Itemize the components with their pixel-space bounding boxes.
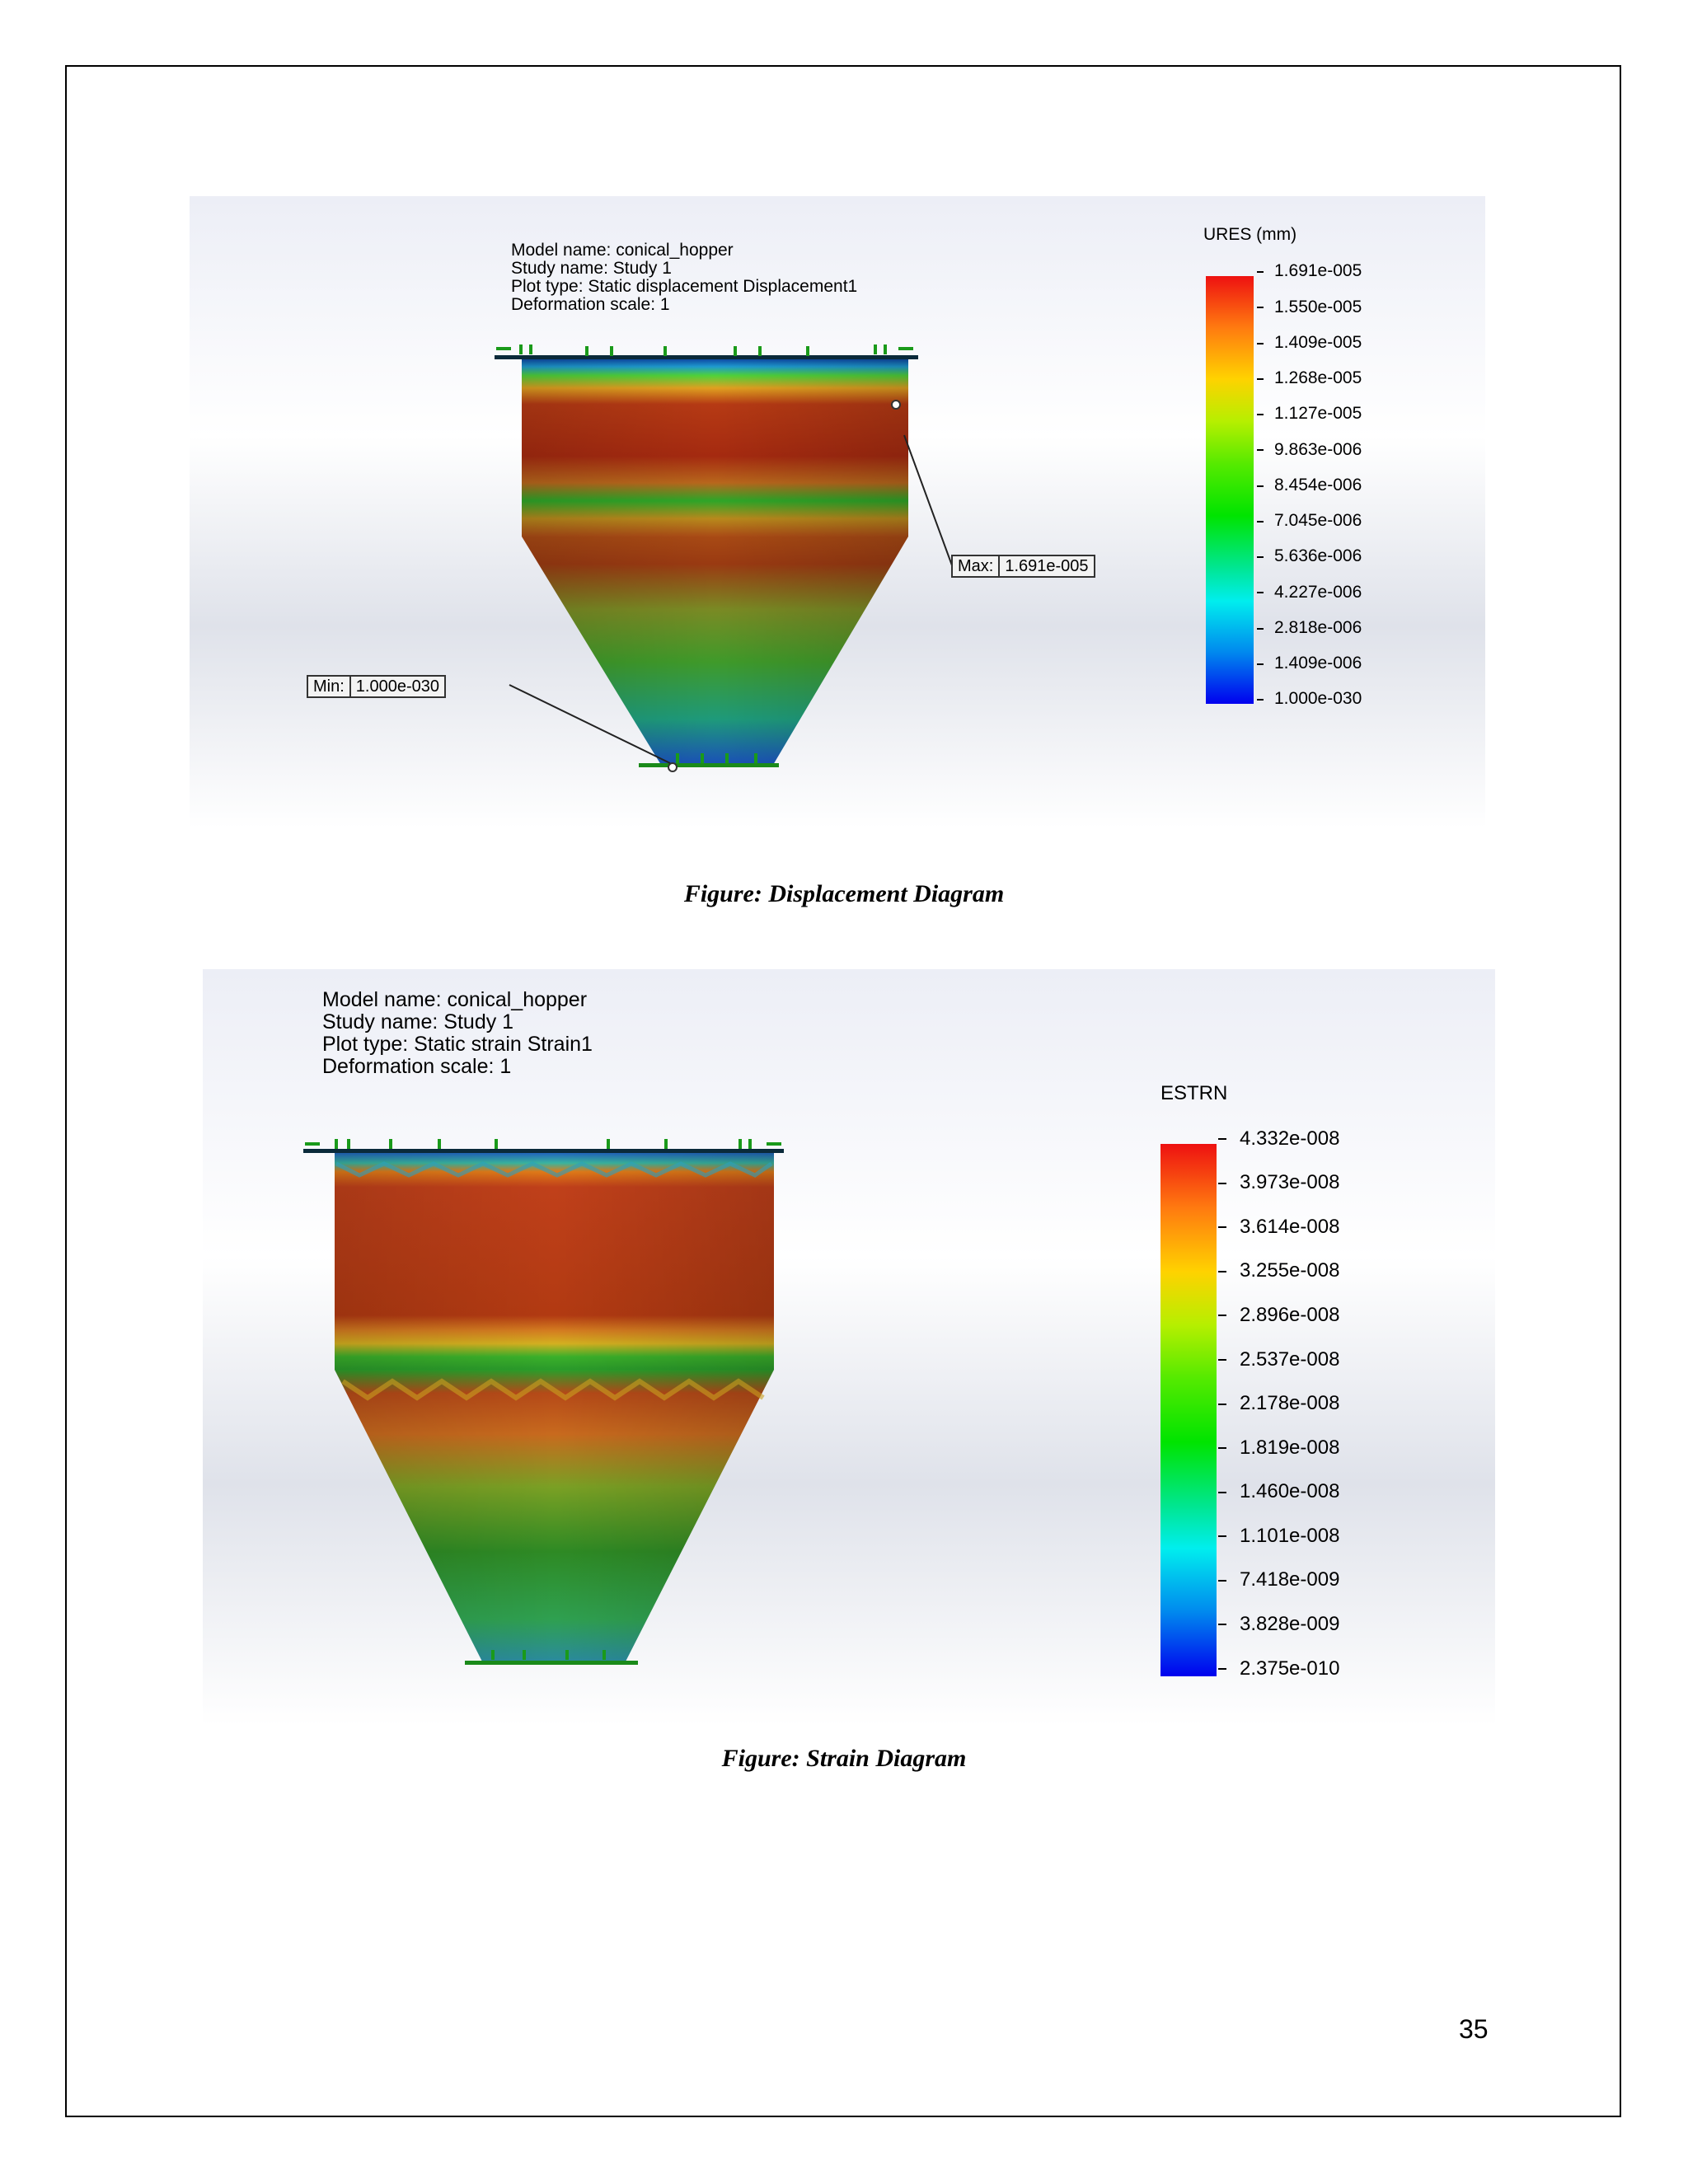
model-name: Model name: conical_hopper [511,241,734,260]
displacement-legend-tick [1257,628,1264,630]
strain-legend-label: 4.332e-008 [1240,1127,1340,1150]
strain-legend-label: 1.101e-008 [1240,1524,1340,1547]
strain-legend-tick [1218,1138,1226,1140]
strain-legend-tick [1218,1580,1226,1582]
displacement-legend-label: 1.550e-005 [1274,297,1362,316]
displacement-caption: Figure: Displacement Diagram [683,880,1005,907]
strain-legend-label: 3.828e-009 [1240,1613,1340,1636]
displacement-legend-tick [1257,378,1264,380]
strain-figure [203,969,1495,1726]
plot-type: Plot type: Static strain Strain1 [322,1033,593,1056]
displacement-legend-tick [1257,307,1264,308]
strain-legend-tick [1218,1404,1226,1405]
displacement-legend-label: 8.454e-006 [1274,475,1362,494]
page-number: 35 [1459,2014,1489,2044]
max-callout [951,555,1095,578]
displacement-plot-info [511,241,857,314]
strain-legend-label: 2.537e-008 [1240,1347,1340,1371]
model-name: Model name: conical_hopper [322,988,588,1011]
displacement-legend-tick [1257,485,1264,487]
strain-legend-label: 3.255e-008 [1240,1259,1340,1282]
strain-legend-label: 2.896e-008 [1240,1303,1340,1326]
strain-legend-label: 3.614e-008 [1240,1215,1340,1238]
displacement-legend-label: 7.045e-006 [1274,511,1362,531]
study-name: Study name: Study 1 [322,1010,514,1033]
displacement-legend-label: 5.636e-006 [1274,546,1362,566]
strain-legend-tick [1218,1226,1226,1228]
strain-caption: Figure: Strain Diagram [721,1745,967,1772]
displacement-figure [190,196,1485,828]
strain-legend-label: 2.178e-008 [1240,1392,1340,1415]
strain-legend-tick [1218,1447,1226,1449]
strain-legend-title: ESTRN [1160,1082,1228,1104]
displacement-legend-title: URES (mm) [1203,225,1297,244]
displacement-legend-tick [1257,663,1264,665]
deformation-scale: Deformation scale: 1 [511,295,670,314]
strain-legend-label: 2.375e-010 [1240,1657,1340,1680]
min-label: Min: [308,677,351,696]
displacement-legend-label: 4.227e-006 [1274,582,1362,602]
displacement-legend-label: 2.818e-006 [1274,617,1362,637]
strain-legend-tick [1218,1668,1226,1670]
strain-plot-info [322,989,593,1078]
strain-legend-tick [1218,1359,1226,1361]
displacement-legend-label: 9.863e-006 [1274,439,1362,459]
displacement-legend-tick [1257,592,1264,593]
displacement-colorbar [1206,276,1254,704]
strain-legend-label: 3.973e-008 [1240,1171,1340,1194]
displacement-legend-label: 1.409e-005 [1274,332,1362,352]
displacement-legend-tick [1257,271,1264,273]
strain-legend-tick [1218,1183,1226,1184]
displacement-legend-label: 1.127e-005 [1274,404,1362,424]
strain-legend-label: 7.418e-009 [1240,1568,1340,1591]
strain-legend-tick [1218,1492,1226,1493]
displacement-legend-label: 1.691e-005 [1274,261,1362,281]
strain-legend-tick [1218,1271,1226,1272]
displacement-legend-tick [1257,699,1264,701]
displacement-legend-tick [1257,556,1264,558]
displacement-legend-label: 1.268e-005 [1274,368,1362,388]
strain-colorbar [1160,1144,1217,1676]
displacement-legend-label: 1.409e-006 [1274,654,1362,673]
strain-legend-tick [1218,1624,1226,1625]
displacement-legend-tick [1257,449,1264,451]
plot-type: Plot type: Static displacement Displacement1 [511,277,858,296]
strain-legend-label: 1.819e-008 [1240,1436,1340,1459]
displacement-legend-label: 1.000e-030 [1274,689,1362,709]
displacement-legend-tick [1257,414,1264,415]
displacement-legend-tick [1257,521,1264,523]
max-value: 1.691e-005 [1005,557,1089,575]
deformation-scale: Deformation scale: 1 [322,1055,512,1078]
max-label: Max: [953,556,1000,576]
displacement-legend-tick [1257,343,1264,344]
strain-legend-label: 1.460e-008 [1240,1480,1340,1503]
min-callout [307,675,446,698]
study-name: Study name: Study 1 [511,259,672,278]
strain-legend-tick [1218,1535,1226,1537]
min-value: 1.000e-030 [355,677,439,696]
strain-legend-tick [1218,1315,1226,1316]
